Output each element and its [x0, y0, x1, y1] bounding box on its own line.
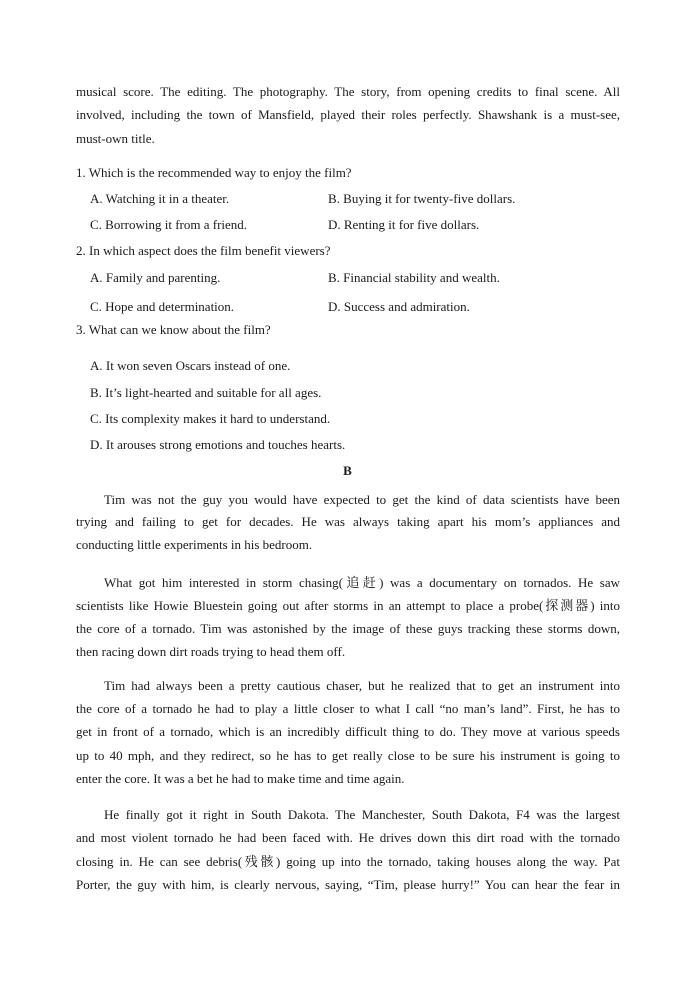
question-1-option-b: B. Buying it for twenty-five dollars.: [328, 191, 516, 206]
passage-b-line: conducting little experiments in his bedroom.: [76, 537, 313, 552]
passage-b-line: trying and failing to get for decades. He was always taking apart his mom’s appliances and: [76, 514, 620, 529]
question-2-option-d: D. Success and admiration.: [328, 299, 470, 314]
question-3-option-b: B. It’s light-hearted and suitable for all ages.: [90, 385, 322, 400]
passage-b-line: and most violent tornado he had been faced with. He drives down this dirt road with the tornado: [76, 830, 620, 845]
passage-b-line: Tim had always been a pretty cautious chaser, but he realized that to get an instrument into: [104, 678, 620, 693]
passage-b-line: Porter, the guy with him, is clearly nervous, saying, “Tim, please hurry!” You can hear the fear in: [76, 877, 620, 892]
passage-a-line: musical score. The editing. The photography. The story, from opening credits to final scene. All: [76, 84, 620, 99]
passage-b-line: up to 40 mph, and they redirect, so he has to get really close to be sure his instrument is going to: [76, 748, 620, 763]
question-3-option-c: C. Its complexity makes it hard to understand.: [90, 411, 331, 426]
question-1-stem: 1. Which is the recommended way to enjoy the film?: [76, 165, 352, 180]
question-1-option-a: A. Watching it in a theater.: [90, 191, 230, 206]
question-3-stem: 3. What can we know about the film?: [76, 322, 271, 337]
section-b-heading: B: [343, 463, 352, 478]
passage-b-line: then racing down dirt roads trying to head them off.: [76, 644, 346, 659]
passage-a-line: must-own title.: [76, 131, 155, 146]
question-1-option-c: C. Borrowing it from a friend.: [90, 217, 248, 232]
passage-b-line: closing in. He can see debris(残骸) going up into the tornado, taking houses along the way. Pat: [76, 854, 620, 869]
passage-b-line: He finally got it right in South Dakota. The Manchester, South Dakota, F4 was the largest: [104, 807, 620, 822]
question-1-option-d: D. Renting it for five dollars.: [328, 217, 480, 232]
question-3-option-d: D. It arouses strong emotions and touches hearts.: [90, 437, 346, 452]
passage-b-line: enter the core. It was a bet he had to make time and time again.: [76, 771, 405, 786]
passage-b-line: Tim was not the guy you would have expected to get the kind of data scientists have been: [104, 492, 620, 507]
question-2-option-c: C. Hope and determination.: [90, 299, 235, 314]
passage-b-line: the core of a tornado. Tim was astonished by the image of these guys tracking these storms down,: [76, 621, 620, 636]
question-2-stem: 2. In which aspect does the film benefit viewers?: [76, 243, 331, 258]
passage-b-line: the core of a tornado he had to play a little closer to what I call “no man’s land”. First, he has to: [76, 701, 620, 716]
passage-a-line: involved, including the town of Mansfield, played their roles perfectly. Shawshank is a must-see,: [76, 107, 620, 122]
question-2-option-a: A. Family and parenting.: [90, 270, 221, 285]
passage-b-line: What got him interested in storm chasing(追赶) was a documentary on tornados. He saw: [104, 575, 620, 590]
passage-b-line: scientists like Howie Bluestein going out after storms in an attempt to place a probe(探测器) into: [76, 598, 620, 613]
question-2-option-b: B. Financial stability and wealth.: [328, 270, 500, 285]
passage-b-line: get in front of a tornado, which is an incredibly difficult thing to do. They move at various speeds: [76, 724, 620, 739]
question-3-option-a: A. It won seven Oscars instead of one.: [90, 358, 291, 373]
